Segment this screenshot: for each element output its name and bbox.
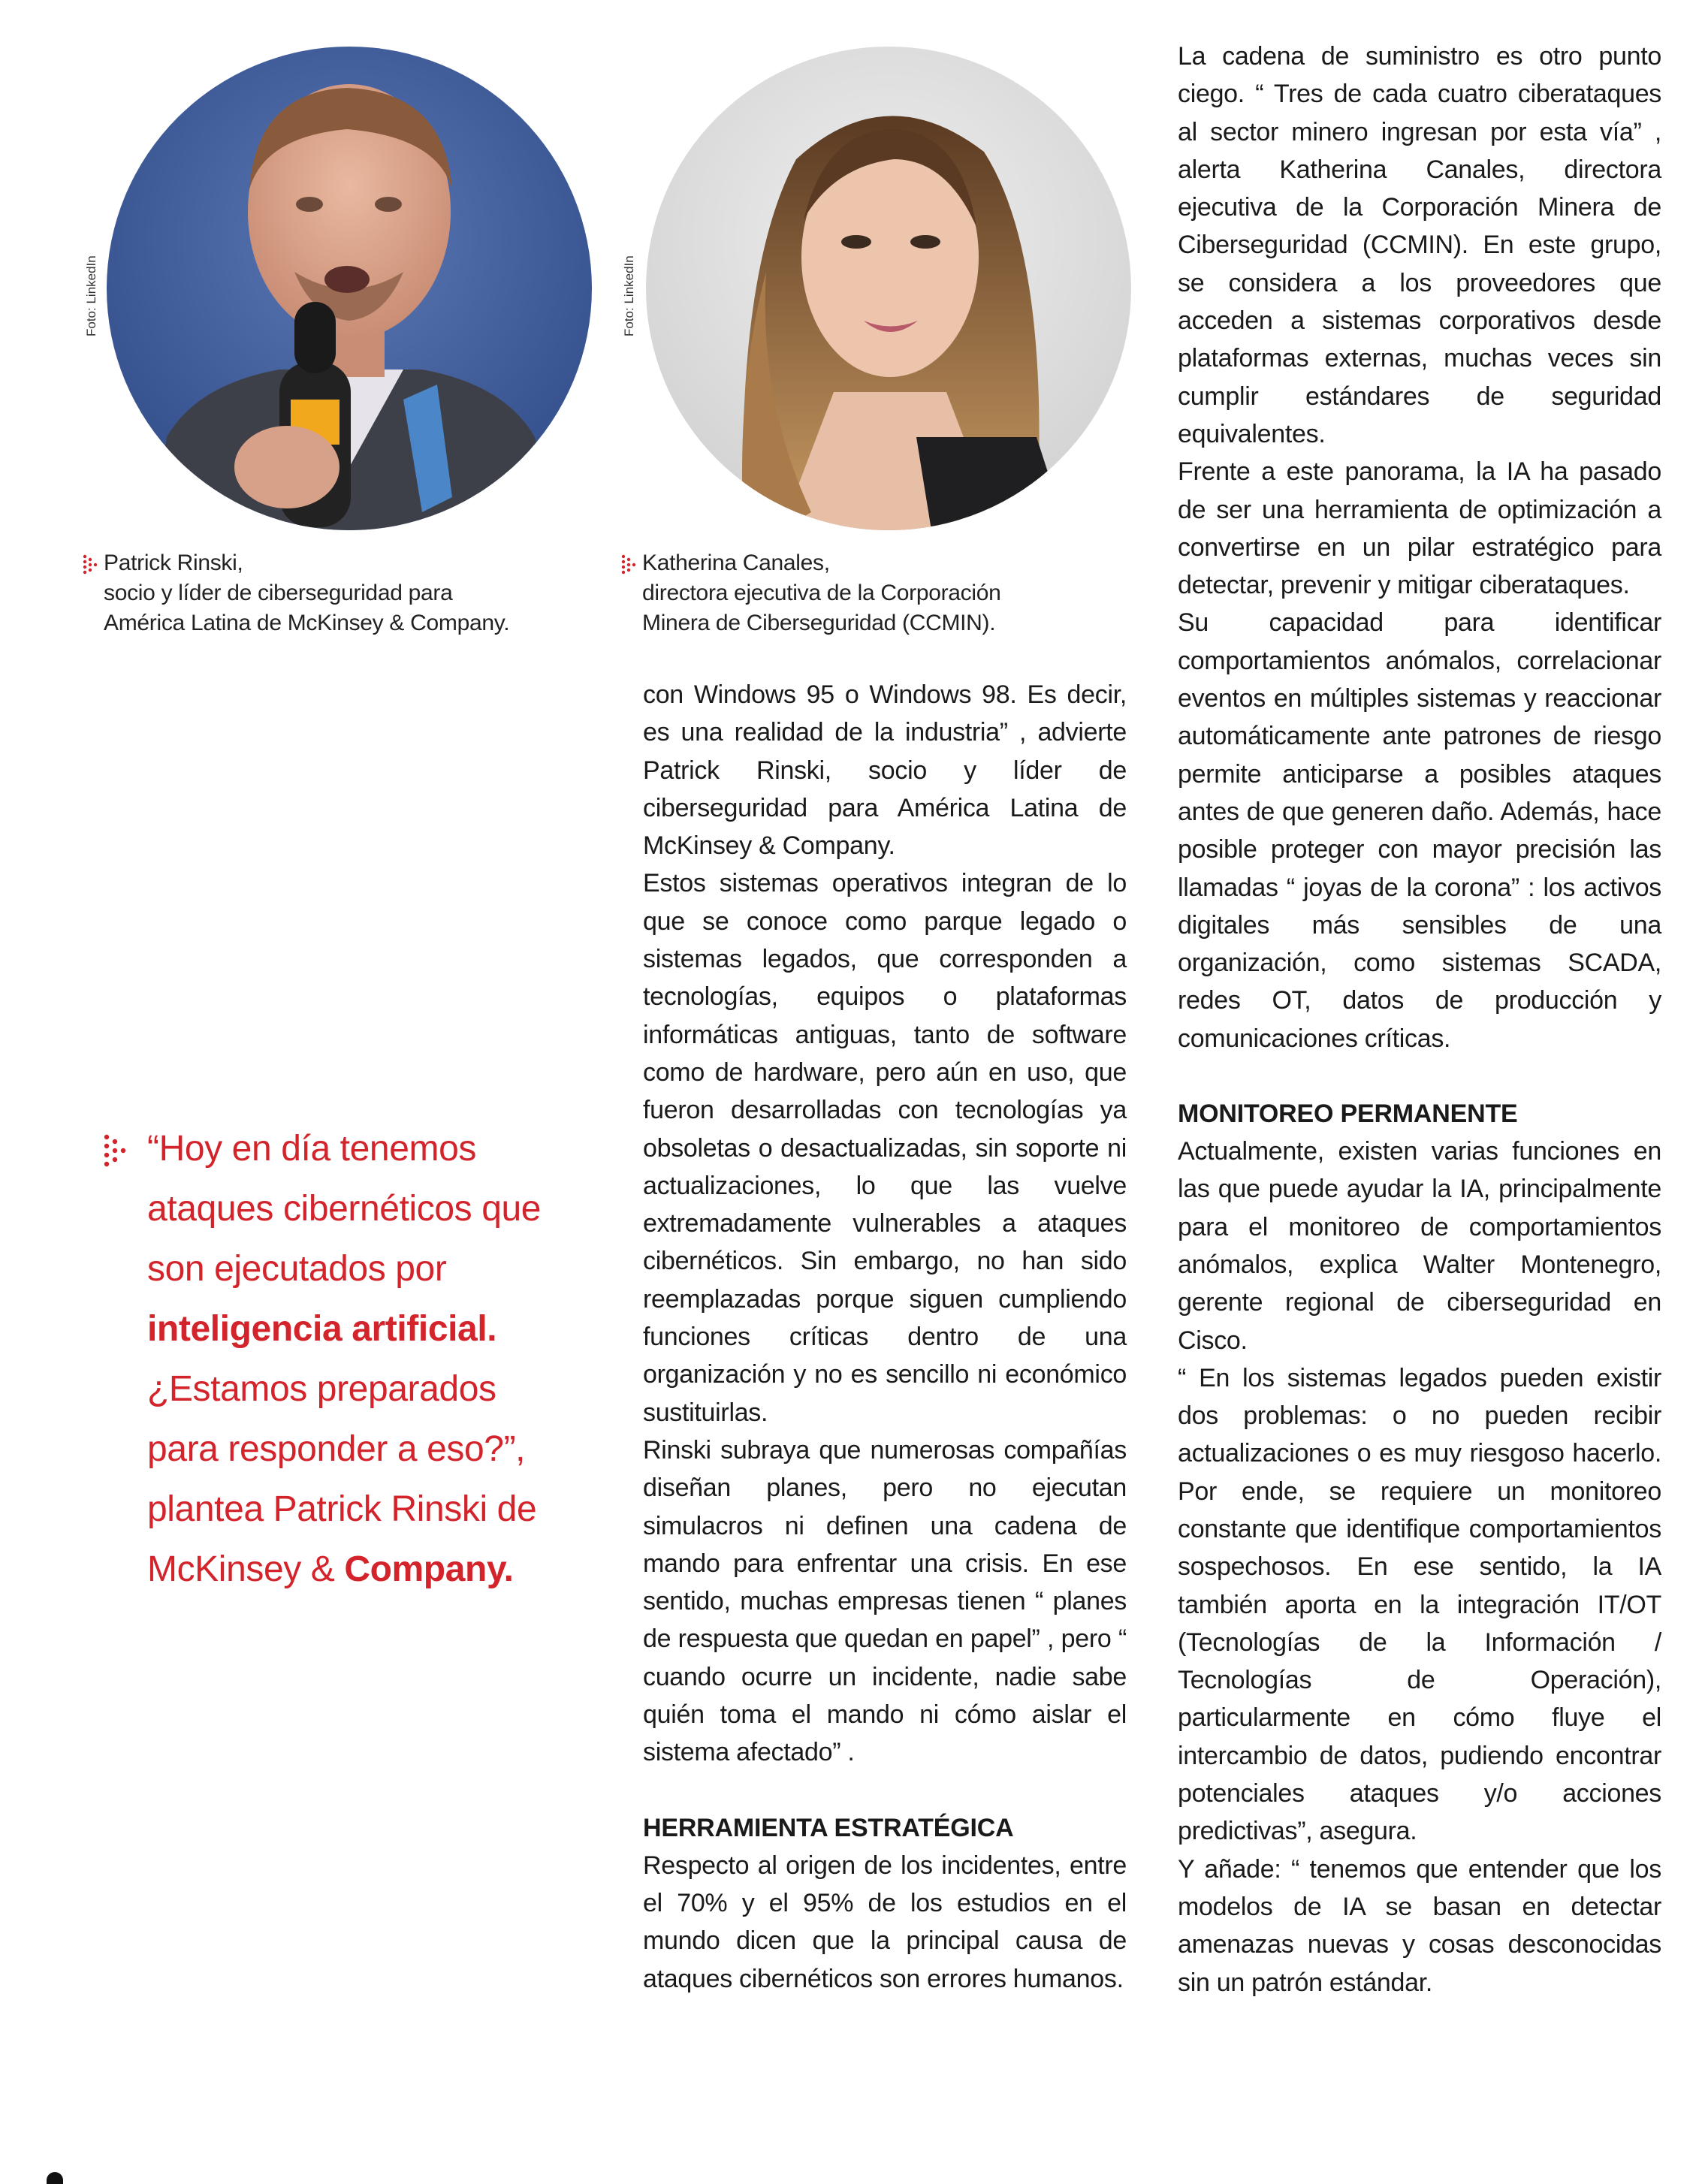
caption-name: Katherina Canales, <box>642 551 830 575</box>
paragraph: Frente a este panorama, la IA ha pasado de ser una herramienta de optimización a convertirse en un pilar estratégico para detectar, prevenir y mitigar ciberataques. <box>1178 457 1661 600</box>
paragraph: con Windows 95 o Windows 98. Es decir, es una realidad de la industria” , advierte Patrick Rinski, socio y líder de ciberseguridad para América Latina de McKinsey & Company. <box>643 680 1127 861</box>
paragraph: Y añade: “ tenemos que entender que los modelos de IA se basan en detectar amenazas nuevas y cosas desconocidas sin un patrón estándar. <box>1178 1854 1661 1997</box>
photo-patrick-rinski <box>107 47 592 530</box>
paragraph: Su capacidad para identificar comportamientos anómalos, correlacionar eventos en múltiples sistemas y reaccionar automáticamente ante patrones de riesgo permite anticiparse a posibles ataques antes de que generen daño. Además, hace posible proteger con mayor precisión las llamadas “ joyas de la corona” : los activos digitales más sensibles de una organización, como sistemas SCADA, redes OT, datos de producción y comunicaciones críticas. <box>1178 608 1661 1053</box>
caption-role: América Latina de McKinsey & Company. <box>104 611 510 635</box>
photo-credit: Foto: LinkedIn <box>84 255 98 336</box>
page-corner-mark <box>47 2172 63 2184</box>
pull-quote <box>147 1119 568 1600</box>
paragraph: La cadena de suministro es otro punto ciego. “ Tres de cada cuatro ciberataques al sector minero ingresan por esta vía” , alerta Katherina Canales, directora ejecutiva de la Corporación Minera de Ciberseguridad (CCMIN). En este grupo, se considera a los proveedores que acceden a sistemas corporativos desde plataformas externas, muchas veces sin cumplir estándares de seguridad equivalentes. <box>1178 42 1661 448</box>
photo-credit: Foto: LinkedIn <box>622 255 636 336</box>
paragraph: Respecto al origen de los incidentes, entre el 70% y el 95% de los estudios en el mundo dicen que la principal causa de ataques cibernéticos son errores humanos. <box>643 1851 1127 1993</box>
photo-caption <box>104 548 599 638</box>
section-heading: MONITOREO PERMANENTE <box>1178 1100 1518 1129</box>
dot-arrow-icon <box>621 554 636 575</box>
paragraph: Actualmente, existen varias funciones en las que puede ayudar la IA, principalmente para el monitoreo de comportamientos anómalos, explica Walter Montenegro, gerente regional de ciberseguridad en Cisco. <box>1178 1137 1661 1355</box>
caption-role: Minera de Ciberseguridad (CCMIN). <box>642 611 996 635</box>
caption-role: socio y líder de ciberseguridad para <box>104 581 453 605</box>
pull-quote-text: ¿Estamos preparados para responder a eso?”, plantea Patrick Rinski de McKinsey & <box>147 1369 537 1589</box>
paragraph: “ En los sistemas legados pueden existir dos problemas: o no pueden recibir actualizaciones o es muy riesgoso hacerlo. Por ende, se requiere un monitoreo constante que identifique comportamientos sospechosos. En ese sentido, la IA también aporta en la integración IT/OT (Tecnologías de la Información / Tecnologías de Operación), particularmente en cómo fluye el intercambio de datos, pudiendo encontrar potenciales ataques y/o acciones predictivas”, asegura. <box>1178 1363 1661 1846</box>
pull-quote-text: “Hoy en día tenemos ataques cibernéticos que son ejecutados por <box>147 1129 542 1289</box>
dot-arrow-icon <box>83 554 98 575</box>
caption-role: directora ejecutiva de la Corporación <box>642 581 1001 605</box>
dot-arrow-icon <box>104 1134 126 1169</box>
section-heading: HERRAMIENTA ESTRATÉGICA <box>643 1813 1014 1842</box>
article-column-middle <box>643 676 1127 1998</box>
pull-quote-bold: Company. <box>344 1549 514 1589</box>
article-column-right <box>1178 38 1661 2001</box>
photo-caption <box>642 548 1123 638</box>
caption-name: Patrick Rinski, <box>104 551 243 575</box>
photo-katherina-canales <box>646 47 1131 530</box>
paragraph: Rinski subraya que numerosas compañías diseñan planes, pero no ejecutan simulacros ni definen una cadena de mando para enfrentar una crisis. En ese sentido, muchas empresas tienen “ planes de respuesta que quedan en papel” , pero “ cuando ocurre un incidente, nadie sabe quién toma el mando ni cómo aislar el sistema afectado” . <box>643 1435 1127 1767</box>
pull-quote-bold: inteligencia artificial. <box>147 1309 497 1349</box>
paragraph: Estos sistemas operativos integran de lo que se conoce como parque legado o sistemas legados, que corresponden a tecnologías, equipos o plataformas informáticas antiguas, tanto de software como de hardware, pero aún en uso, que fueron desarrolladas con tecnologías ya obsoletas o desactualizadas, sin soporte ni actualizaciones, lo que las vuelve extremadamente vulnerables a ataques cibernéticos. Sin embargo, no han sido reemplazadas porque siguen cumpliendo funciones críticas dentro de una organización y no es sencillo ni económico sustituirlas. <box>643 869 1127 1427</box>
